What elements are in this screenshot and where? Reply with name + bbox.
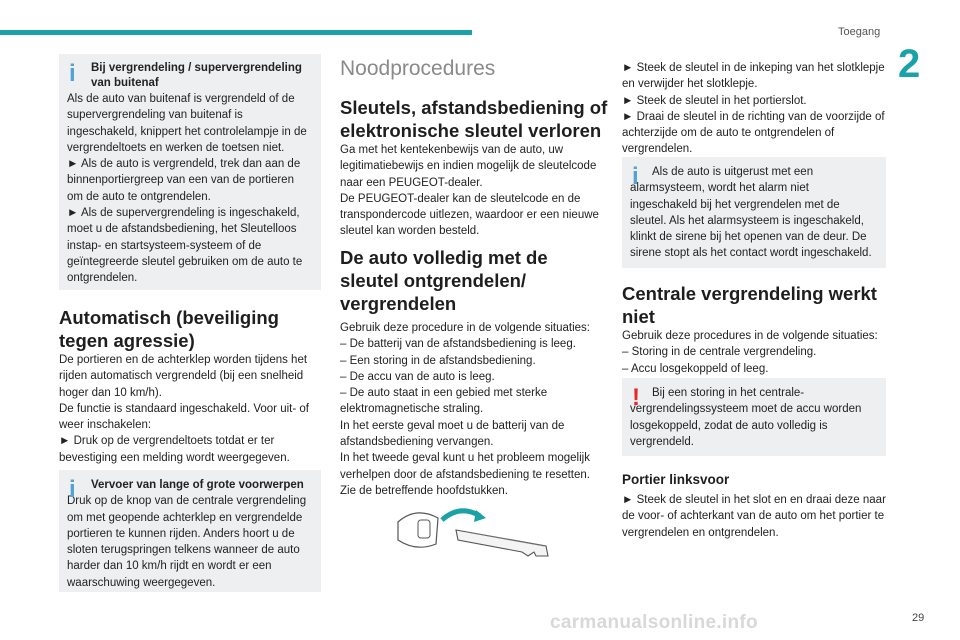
- info-icon: i: [69, 476, 76, 503]
- page-number: 29: [912, 612, 925, 624]
- subheading-front-left-door: Portier linksvoor: [622, 472, 730, 487]
- warning-box-body: Bij een storing in het centrale-vergrendelingssysteem moet de accu worden losgekoppeld, zodat de auto volledig is vergrendeld.: [630, 387, 862, 448]
- heading-keys-lost: Sleutels, afstandsbediening of elektronische sleutel verloren: [340, 97, 608, 141]
- info-box-long-objects: [59, 470, 321, 592]
- header-accent-bar: [0, 30, 472, 35]
- info-box-alarm: [622, 157, 886, 268]
- info-box-external-locking: [59, 54, 321, 290]
- info-box-body: Als de auto is uitgerust met een alarmsysteem, wordt het alarm niet ingeschakeld bij het vergrendelen met de sleutel. Als het alarmsysteem is ingeschakeld, klinkt de sirene bij het openen van de deur. De sirene stopt als het contact wordt ingeschakeld.: [630, 166, 872, 260]
- heading-automatic-locking: Automatisch (beveiliging tegen agressie): [59, 307, 279, 351]
- heading-central-locking: Centrale vergrendeling werkt niet: [622, 283, 877, 327]
- info-box-title: Bij vergrendeling / supervergrendeling van buitenaf: [91, 62, 302, 89]
- unlock-with-key-text: Gebruik deze procedure in de volgende situaties: – De batterij van de afstandsbediening is leeg. – Een storing in de afstandsbediening. – De accu van de auto is leeg. – De auto staat in een gebied met sterke elektromagnetische straling. In het eerste geval moet u de batterij van de afstandsbediening vervangen. In het tweede geval kunt u het probleem mogelijk verhelpen door de afstandsbediening te resetten. Zie de betreffende hoofdstukken.: [340, 322, 590, 497]
- automatic-locking-text: De portieren en de achterklep worden tijdens het rijden automatisch vergrendeld (bij een snelheid hoger dan 10 km/h). De functie is standaard ingeschakeld. Voor uit- of weer inschakelen: ► Druk op de vergrendeltoets totdat er ter bevestiging een melding wordt weergegeven.: [59, 354, 309, 464]
- warning-box-central-locking: [622, 378, 886, 456]
- section-heading-emergency: Noodprocedures: [340, 57, 496, 80]
- heading-unlock-with-key: De auto volledig met de sleutel ontgrendelen/ vergrendelen: [340, 247, 548, 314]
- info-icon: i: [632, 163, 639, 190]
- footer-watermark: carmanualsonline.info: [550, 612, 758, 633]
- chapter-number: 2: [898, 42, 921, 86]
- central-locking-text: Gebruik deze procedures in de volgende situaties: – Storing in de centrale vergrendeling. – Accu losgekoppeld of leeg.: [622, 330, 878, 375]
- info-icon: i: [69, 60, 76, 87]
- keys-lost-text: Ga met het kentekenbewijs van de auto, uw legitimatiebewijs en indien mogelijk de sleutelcode naar een PEUGEOT-dealer. De PEUGEOT-dealer kan de sleutelcode en de transpondercode uitlezen, waardoor er een nieuwe sleutel kan worden besteld.: [340, 144, 599, 238]
- info-box-body: Als de auto van buitenaf is vergrendeld of de supervergrendeling van buitenaf is ingeschakeld, knippert het controlelampje in de vergrendeltoets en werken de toetsen niet. ► Als de auto is vergrendeld, trek dan aan de binnenportiergreep van een van de portieren om de auto te ontgrendelen. ► Als de supervergrendeling is ingeschakeld, moet u de afstandsbediening, het Sleutelloos instap- en startsysteem-systeem of de geïntegreerde sleutel gebruiken om de auto te ontgrendelen.: [67, 93, 307, 285]
- key-procedure-text: ► Steek de sleutel in de inkeping van het slotklepje en verwijder het slotklepje. ► Steek de sleutel in het portierslot. ► Draai de sleutel in de richting van de voorzijde of achterzijde om de auto te ontgrendelen of vergrendelen.: [622, 62, 885, 156]
- info-box-body: Druk op de knop van de centrale vergrendeling om met geopende achterklep en vergrendelde portieren te kunnen rijden. Anders hoort u de sloten terugspringen telkens wanneer de auto harder dan 10 km/h rijdt en wordt er een waarschuwing weergegeven.: [67, 495, 307, 589]
- key-illustration: [396, 500, 566, 560]
- section-title: Toegang: [838, 26, 881, 38]
- info-box-title: Vervoer van lange of grote voorwerpen: [91, 479, 304, 491]
- warning-icon: !: [632, 384, 640, 411]
- front-left-door-text: ► Steek de sleutel in het slot en en draai deze naar de voor- of achterkant van de auto om het portier te vergrendelen en ontgrendelen.: [622, 494, 886, 539]
